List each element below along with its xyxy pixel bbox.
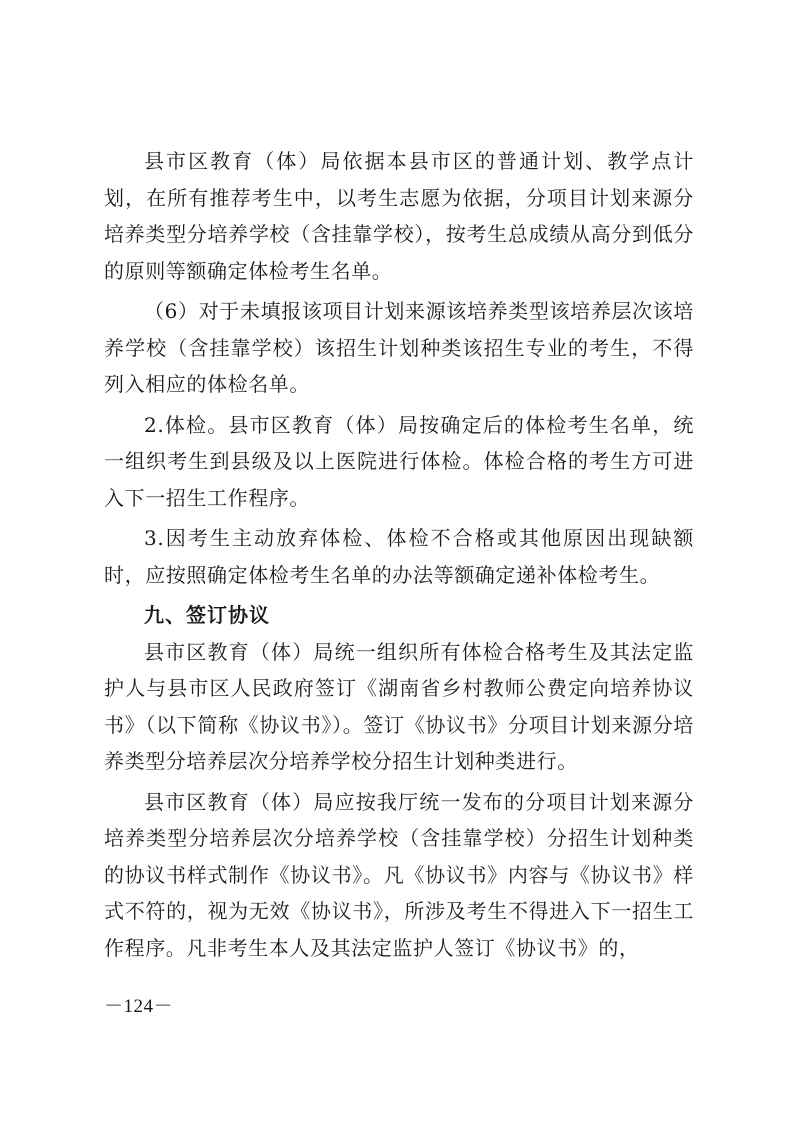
paragraph-item-6: （6）对于未填报该项目计划来源该培养类型该培养层次该培养学校（含挂靠学校）该招生计划种类该招生专业的考生，不得列入相应的体检名单。: [104, 299, 694, 396]
section-heading-sign-agreement: 九、签订协议: [144, 603, 270, 627]
paragraph-physical-exam: 2.体检。县市区教育（体）局按确定后的体检考生名单，统一组织考生到县级及以上医院进行体检。体检合格的考生方可进入下一招生工作程序。: [104, 412, 694, 510]
page-number: －124－: [104, 996, 174, 1017]
paragraph-agreement-template: 县市区教育（体）局应按我厅统一发布的分项目计划来源分培养类型分培养层次分培养学校（含挂靠学校）分招生计划种类的协议书样式制作《协议书》。凡《协议书》内容与《协议书》样式不符的，视为无效《协议书》，所涉及考生不得进入下一招生工作程序。凡非考生本人及其法定监护人签订《协议书》的，: [104, 789, 694, 960]
paragraph-physical-exam-list-rule: 县市区教育（体）局依据本县市区的普通计划、教学点计划，在所有推荐考生中，以考生志愿为依据，分项目计划来源分培养类型分培养学校（含挂靠学校），按考生总成绩从高分到低分的原则等额确定体检考生名单。: [104, 149, 694, 283]
body-text: [104, 143, 694, 966]
paragraph-agreement-signing: 县市区教育（体）局统一组织所有体检合格考生及其法定监护人与县市区人民政府签订《湖南省乡村教师公费定向培养协议书》（以下简称《协议书》）。签订《协议书》分项目计划来源分培养类型分培养层次分培养学校分招生计划种类进行。: [104, 639, 694, 773]
paragraph-vacancy-replacement: 3.因考生主动放弃体检、体检不合格或其他原因出现缺额时，应按照确定体检考生名单的办法等额确定递补体检考生。: [104, 526, 694, 587]
